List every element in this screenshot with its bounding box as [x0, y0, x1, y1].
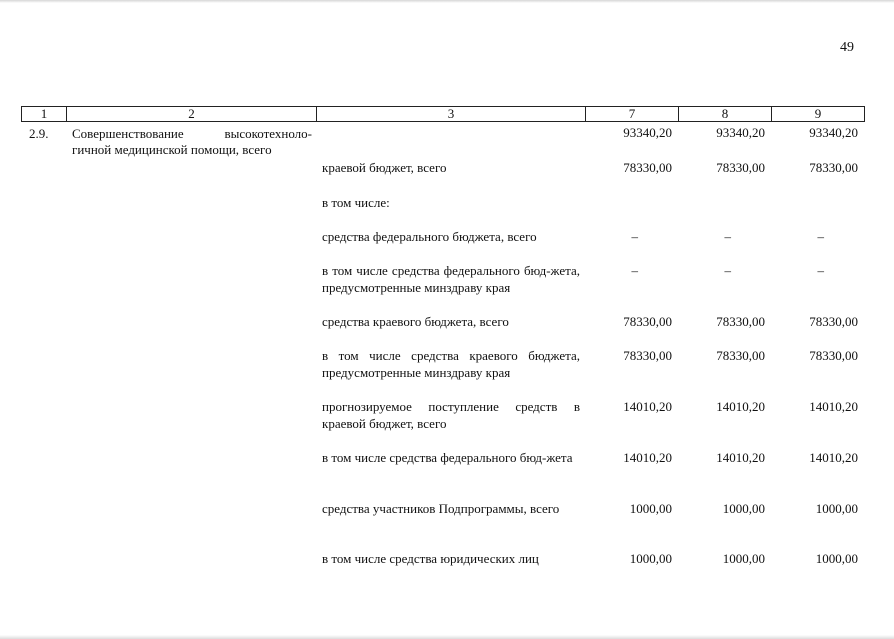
scan-edge-top	[0, 0, 894, 3]
item-number: 2.9.	[29, 126, 49, 141]
scan-edge-bottom	[0, 635, 894, 639]
row-value-col9: 78330,00	[809, 348, 858, 363]
item-total-col8: 93340,20	[716, 125, 765, 140]
row-label: средства участников Подпрограммы, всего	[322, 501, 560, 516]
row-label: в том числе средства федерального бюд-жета	[322, 450, 573, 465]
row-label: в том числе средства федерального бюд-жета, предусмотренные минздраву края	[322, 263, 580, 295]
row-value-col9: 1000,00	[815, 551, 858, 566]
row-label: в том числе:	[322, 195, 390, 210]
row-value-col9: 1000,00	[815, 501, 858, 516]
row-value-col7: 14010,20	[623, 399, 672, 414]
row-value-col7: 1000,00	[629, 501, 672, 516]
row-label: средства федерального бюджета, всего	[322, 229, 537, 244]
column-header: 7	[586, 107, 679, 122]
row-value-col9: 78330,00	[809, 160, 858, 175]
row-value-col7: 78330,00	[623, 348, 672, 363]
row-value-col7: –	[631, 263, 638, 278]
row-label: краевой бюджет, всего	[322, 160, 447, 175]
row-value-col8: 78330,00	[716, 348, 765, 363]
row-value-col7: 78330,00	[623, 160, 672, 175]
row-value-col7: 1000,00	[629, 551, 672, 566]
row-value-col9: –	[817, 229, 824, 244]
page-number: 49	[840, 40, 854, 55]
row-label: прогнозируемое поступление средств в краевой бюджет, всего	[322, 399, 580, 431]
column-header: 8	[679, 107, 772, 122]
row-value-col9: 14010,20	[809, 399, 858, 414]
row-value-col9: 78330,00	[809, 314, 858, 329]
row-value-col8: 78330,00	[716, 160, 765, 175]
row-label: в том числе средства юридических лиц	[322, 551, 539, 566]
row-value-col7: 14010,20	[623, 450, 672, 465]
row-value-col9: 14010,20	[809, 450, 858, 465]
row-label: средства краевого бюджета, всего	[322, 314, 509, 329]
row-value-col8: –	[724, 229, 731, 244]
row-value-col8: 14010,20	[716, 450, 765, 465]
row-value-col8: 14010,20	[716, 399, 765, 414]
row-value-col8: 1000,00	[722, 551, 765, 566]
row-value-col8: 78330,00	[716, 314, 765, 329]
column-header-table	[21, 106, 865, 122]
column-header: 1	[22, 107, 67, 122]
column-header-row	[22, 107, 865, 122]
item-name: Совершенствование высокотехноло-гичной медицинской помощи, всего	[72, 126, 312, 157]
item-total-col9: 93340,20	[809, 125, 858, 140]
item-total-col7: 93340,20	[623, 125, 672, 140]
row-value-col9: –	[817, 263, 824, 278]
row-value-col7: 78330,00	[623, 314, 672, 329]
row-value-col7: –	[631, 229, 638, 244]
row-value-col8: –	[724, 263, 731, 278]
column-header: 2	[67, 107, 317, 122]
row-value-col8: 1000,00	[722, 501, 765, 516]
row-label: в том числе средства краевого бюджета, предусмотренные минздраву края	[322, 348, 580, 380]
column-header: 3	[317, 107, 586, 122]
column-header: 9	[772, 107, 865, 122]
